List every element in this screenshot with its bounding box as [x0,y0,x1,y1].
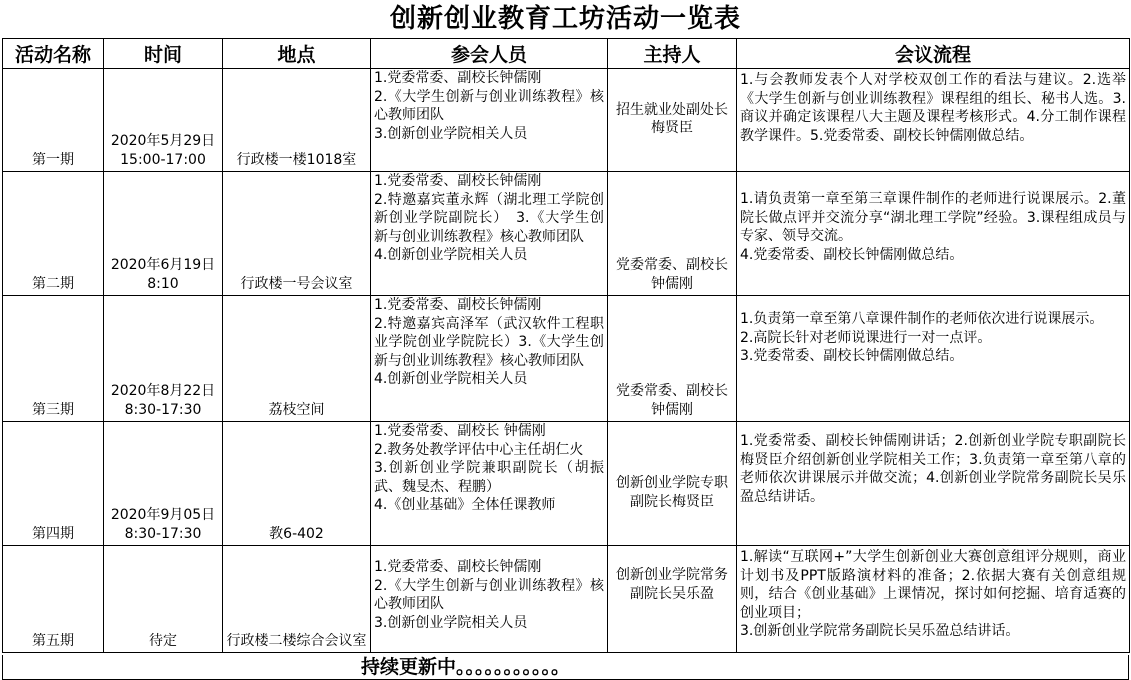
cell-flow [737,422,1130,546]
flow-line: 1.请负责第一章至第三章课件制作的老师进行说课展示。2.董院长做点评并交流分享“湖北理工学院”经验。3.课程组成员与专家、领导交流。 [740,191,1126,244]
cell-time: 2020年5月29日15:00-17:00 [104,69,223,172]
cell-attendees [371,69,608,172]
attendee-line: 3.创新创业学院相关人员 [374,125,528,142]
attendee-line: 4.创新创业学院相关人员 [374,247,528,263]
cell-location: 行政楼一号会议室 [223,172,371,296]
cell-location: 荔枝空间 [223,296,371,422]
header-location: 地点 [223,39,371,69]
cell-activity-name: 第五期 [3,546,104,653]
cell-time: 2020年8月22日8:30-17:30 [104,296,223,422]
cell-activity-name: 第四期 [3,422,104,546]
attendee-line: 2.教务处教学评估中心主任胡仁火 [374,441,584,458]
flow-line: 1.党委常委、副校长钟儒刚讲话；2.创新创业学院专职副院长梅贤臣介绍创新创业学院相关工作；3.负责第一章至第八章的老师依次讲课展示并做交流；4.创新创业学院常务副院长吴乐盈总结讲话。 [740,433,1126,505]
cell-activity-name: 第一期 [3,69,104,172]
attendee-line: 2.特邀嘉宾董永辉（湖北理工学院创新创业学院副院长） 3.《大学生创新与创业训练教程》核心教师团队 [374,191,604,245]
header-host: 主持人 [608,39,737,69]
attendee-line: 1.党委常委、副校长钟儒刚 [374,70,542,86]
cell-time: 2020年9月05日8:30-17:30 [104,422,223,546]
header-attendees: 参会人员 [371,39,608,69]
cell-attendees [371,172,608,296]
cell-host: 党委常委、副校长钟儒刚 [608,172,737,296]
cell-time: 待定 [104,546,223,653]
flow-line: 1.与会教师发表个人对学校双创工作的看法与建议。2.选举《大学生创新与创业训练教程》课程组的组长、秘书人选。3.商议并确定该课程八大主题及课程考核形式。4.分工制作课程教学课件。5.党委常委、副校长钟儒刚做总结。 [740,72,1126,144]
header-flow: 会议流程 [737,39,1130,69]
attendee-line: 1.党委常委、副校长钟儒刚 [374,173,542,189]
cell-activity-name: 第三期 [3,296,104,422]
flow-line: 1.负责第一章至第八章课件制作的老师依次进行说课展示。 [740,311,1104,327]
cell-flow [737,546,1130,653]
table-row [3,69,1130,172]
cell-flow [737,172,1130,296]
cell-time: 2020年6月19日8:10 [104,172,223,296]
header-time: 时间 [104,39,223,69]
flow-line: 3.创新创业学院常务副院长吴乐盈总结讲话。 [740,623,1020,639]
footer-text: 持续更新中。。。。。。。。。。。 [360,656,570,678]
cell-flow [737,296,1130,422]
attendee-line: 2.《大学生创新与创业训练教程》核心教师团队 [374,88,604,123]
cell-location: 行政楼二楼综合会议室 [223,546,371,653]
cell-flow [737,69,1130,172]
cell-attendees [371,546,608,653]
cell-host: 创新创业学院专职副院长梅贤臣 [608,422,737,546]
cell-location: 行政楼一楼1018室 [223,69,371,172]
attendee-line: 4.《创业基础》全体任课教师 [374,497,556,513]
attendee-line: 3.创新创业学院相关人员 [374,614,528,631]
cell-host: 党委常委、副校长钟儒刚 [608,296,737,422]
table-row [3,172,1130,296]
cell-location: 教6-402 [223,422,371,546]
flow-line: 2.高院长针对老师说课进行一对一点评。 [740,329,992,346]
flow-line: 4.党委常委、副校长钟儒刚做总结。 [740,246,964,263]
attendee-line: 2.特邀嘉宾高泽军（武汉软件工程职业学院创业学院院长）3.《大学生创新与创业训练教程》核心教师团队 [374,315,604,369]
cell-activity-name: 第二期 [3,172,104,296]
attendee-line: 2.《大学生创新与创业训练教程》核心教师团队 [374,577,604,612]
footer-note [2,655,1129,680]
attendee-line: 1.党委常委、副校长钟儒刚 [374,297,542,313]
attendee-line: 4.创新创业学院相关人员 [374,371,528,387]
header-activity-name: 活动名称 [3,39,104,69]
cell-host: 创新创业学院常务副院长吴乐盈 [608,546,737,653]
cell-attendees [371,296,608,422]
flow-line: 1.解读“互联网+”大学生创新创业大赛创意组评分规则，商业计划书及PPT版路演材料的准备；2.依据大赛有关创意组规则，结合《创业基础》上课情况，探讨如何挖掘、培育适赛的创业项目； [740,549,1126,621]
table-row [3,546,1130,653]
table-row [3,422,1130,546]
attendee-line: 1.党委常委、副校长 钟儒刚 [374,423,546,439]
cell-attendees [371,422,608,546]
attendee-line: 1.党委常委、副校长钟儒刚 [374,559,542,575]
header-row [3,39,1130,69]
activity-table [2,38,1130,653]
table-row [3,296,1130,422]
attendee-line: 3.创新创业学院兼职副院长（胡振武、魏旻杰、程鹏） [374,460,604,495]
flow-line: 3.党委常委、副校长钟儒刚做总结。 [740,348,964,364]
table-title: 创新创业教育工坊活动一览表 [389,4,741,34]
cell-host: 招生就业处副处长 梅贤臣 [608,69,737,172]
